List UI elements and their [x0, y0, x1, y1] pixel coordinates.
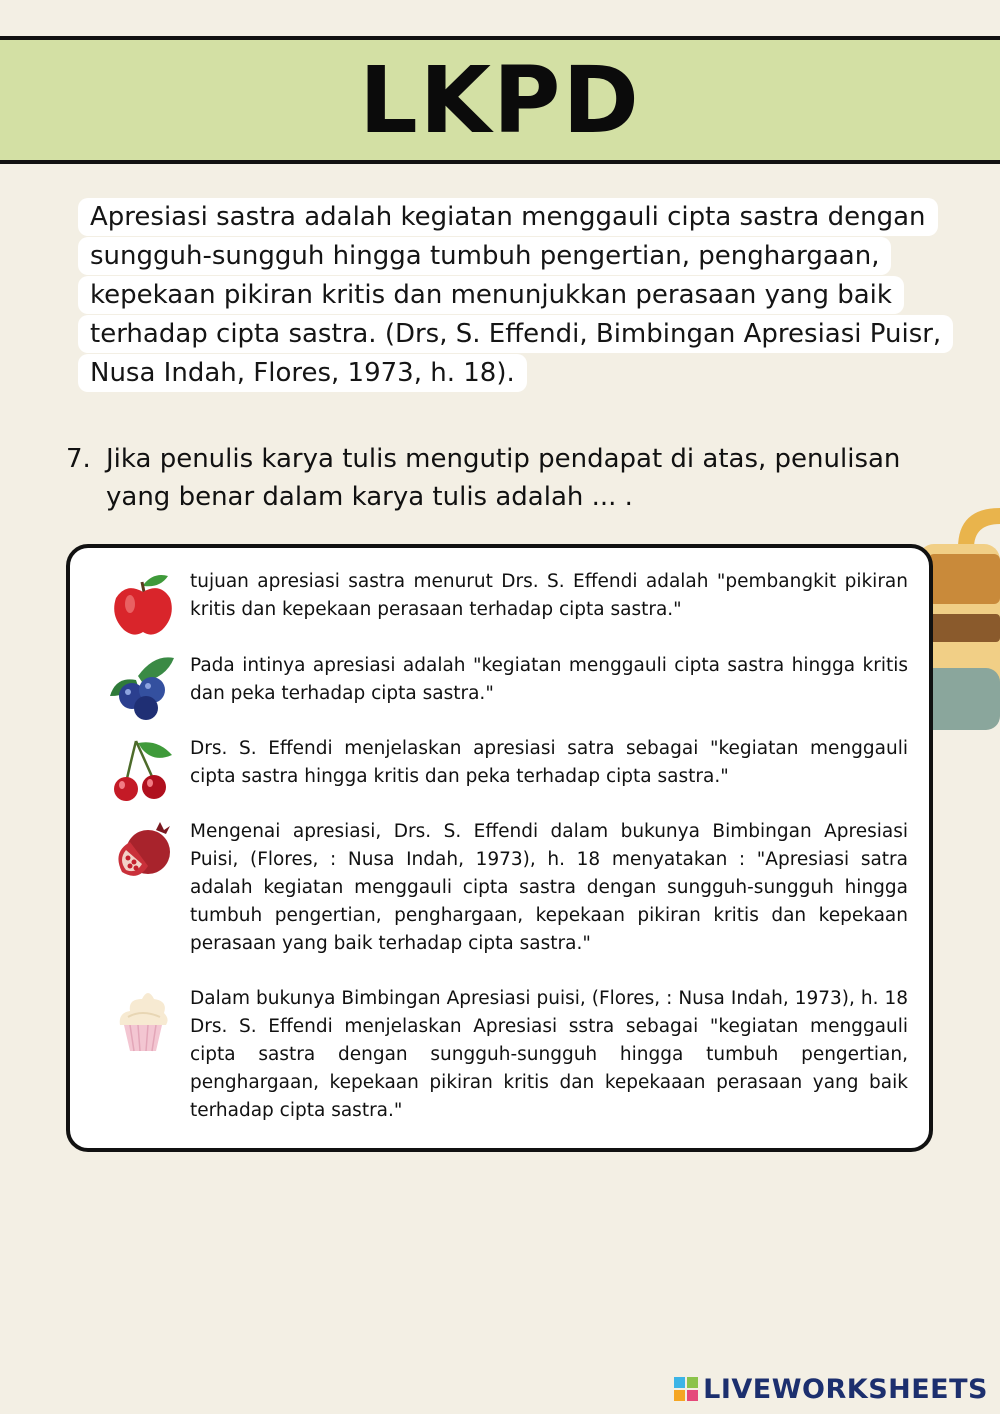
question-number: 7.	[66, 444, 91, 474]
cherry-icon	[108, 735, 178, 805]
liveworksheets-footer[interactable]	[673, 1372, 988, 1406]
intro-quote-text: Apresiasi sastra adalah kegiatan menggauli cipta sastra dengan sungguh-sungguh hingga tumbuh pengertian, penghargaan, kepekaan pikiran kritis dan menunjukkan perasaan yang baik terhadap cipta sastra. (Drs, S. Effendi, Bimbingan Apresiasi Puisr, Nusa Indah, Flores, 1973, h. 18).	[78, 198, 953, 392]
option-a[interactable]	[108, 568, 908, 638]
option-e[interactable]	[108, 985, 908, 1125]
answer-options-card	[66, 544, 933, 1152]
option-c[interactable]	[108, 735, 908, 805]
brand-name: LIVEWORKSHEETS	[703, 1373, 988, 1405]
page-title: LKPD	[359, 46, 641, 154]
question	[66, 440, 966, 516]
option-d[interactable]	[108, 818, 908, 958]
title-banner	[0, 36, 1000, 164]
liveworksheets-logo-icon	[673, 1376, 699, 1402]
option-text: Pada intinya apresiasi adalah "kegiatan menggauli cipta sastra hingga kritis dan peka terhadap cipta sastra."	[190, 655, 908, 704]
option-text: Drs. S. Effendi menjelaskan apresiasi satra sebagai "kegiatan menggauli cipta sastra hingga kritis dan peka terhadap cipta sastra."	[190, 738, 908, 787]
cupcake-icon	[108, 985, 178, 1055]
pomegranate-icon	[108, 818, 178, 888]
option-text: Mengenai apresiasi, Drs. S. Effendi dalam bukunya Bimbingan Apresiasi Puisi, (Flores, : Nusa Indah, 1973), h. 18 menyatakan : "Apresiasi satra adalah kegiatan menggauli cipta sastra dengan sungguh-sungguh hingga tumbuh pengertian, penghargaan, kepekaan pikiran kritis dan kepekaan perasaan yang baik terhadap cipta sastra."	[190, 821, 908, 954]
blueberry-icon	[108, 652, 178, 722]
option-b[interactable]	[108, 652, 908, 722]
question-text: Jika penulis karya tulis mengutip pendapat di atas, penulisan yang benar dalam karya tulis adalah ... .	[106, 444, 901, 512]
intro-quote	[78, 198, 978, 393]
option-text: Dalam bukunya Bimbingan Apresiasi puisi, (Flores, : Nusa Indah, 1973), h. 18 Drs. S. Effendi menjelaskan Apresiasi sstra sebagai "kegiatan menggauli cipta sastra dengan sungguh-sungguh hingga tumbuh pengertian, penghargaan, kepekaan pikiran kritis dan kepekaaan perasaan yang baik terhadap cipta sastra."	[190, 988, 908, 1121]
apple-icon	[108, 568, 178, 638]
option-text: tujuan apresiasi sastra menurut Drs. S. Effendi adalah "pembangkit pikiran kritis dan kepekaan perasaan terhadap cipta sastra."	[190, 571, 908, 620]
